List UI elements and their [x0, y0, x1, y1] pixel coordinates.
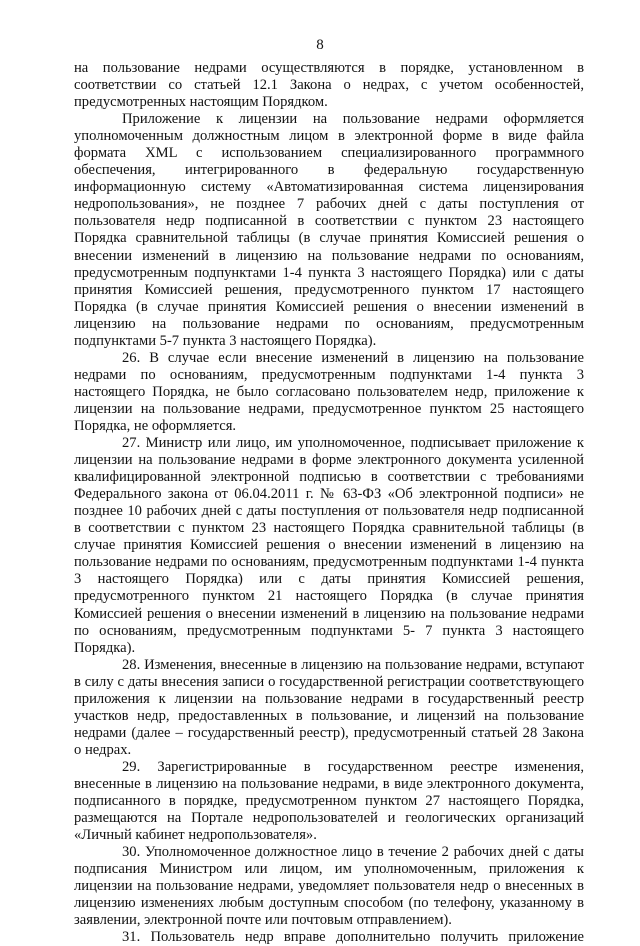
paragraph-29: 29. Зарегистрированные в государственном реестре изменения, внесенные в лицензию на пользование недрами, в виде электронного документа, подписанного в порядке, предусмотренном пунктом 27 настоящего Порядка, размещаются на Портале недропользователей и геологических организаций «Личный кабинет недропользователя».: [74, 758, 584, 844]
paragraph-26: 26. В случае если внесение изменений в лицензию на пользование недрами по основаниям, предусмотренным подпунктами 1-4 пункта 3 настоящего Порядка, не было согласовано пользователем недр, приложение к лицензии на пользование недрами, предусмотренное пунктом 25 настоящего Порядка, не оформляется.: [74, 349, 584, 434]
page-number: 8: [316, 37, 324, 53]
paragraph-30: 30. Уполномоченное должностное лицо в течение 2 рабочих дней с даты подписания Министром или лицом, им уполномоченным, приложения к лицензии на пользование недрами, уведомляет пользователя недр о внесенных в лицензию изменениях любым доступным способом (по телефону, указанному в заявлении, электронной почте или почтовым отправлением).: [74, 844, 584, 929]
paragraph-31: 31. Пользователь недр вправе дополнительно получить приложение: [122, 929, 584, 946]
paragraph-27: 27. Министр или лицо, им уполномоченное, подписывает приложение к лицензии на пользование недрами в форме электронного документа усиленной квалифицированной электронной подписью в соответствии с требованиями Федерального закона от 06.04.2011 г. № 63-ФЗ «Об электронной подписи» не позднее 10 рабочих дней с даты поступления от пользователя недр подписанной в соответствии с пунктом 23 настоящего Порядка сравнительной таблицы (в случае принятия Комиссией решения о внесении изменений в лицензию на пользование недрами по основаниям, предусмотренным подпунктами 1-4 пункта 3 настоящего Порядка) или с даты принятия Комиссией решения, предусмотренного пунктом 21 настоящего Порядка (в случае принятия Комиссией решения о внесении изменений в лицензию на пользование недрами по основаниям, предусмотренным подпунктами 5- 7 пункта 3 настоящего Порядка).: [74, 435, 584, 656]
paragraph-continuation: на пользование недрами осуществляются в порядке, установленном в соответствии со статьей 12.1 Закона о недрах, с учетом особенностей, предусмотренных настоящим Порядком.: [74, 60, 584, 111]
paragraph-28: 28. Изменения, внесенные в лицензию на пользование недрами, вступают в силу с даты внесения записи о государственной регистрации соответствующего приложения к лицензии на пользование недрами в государственный реестр участков недр, предоставленных в пользование, и лицензий на пользование недрами (далее – государственный реестр), предусмотренный статьей 28 Закона о недрах.: [74, 656, 584, 758]
document-body: [74, 60, 584, 946]
paragraph-appendix-format: Приложение к лицензии на пользование недрами оформляется уполномоченным должностным лицом в электронной форме в виде файла формата XML с использованием специализированного программного обеспечения, интегрированного в федеральную государственную информационную систему «Автоматизированная система лицензирования недропользования», не позднее 7 рабочих дней с даты поступления от пользователя недр подписанной в соответствии с пунктом 23 настоящего Порядка сравнительной таблицы (в случае принятия Комиссией решения о внесении изменений в лицензию на пользование недрами по основаниям, предусмотренным подпунктами 1-4 пункта 3 настоящего Порядка) или с даты принятия Комиссией решения, предусмотренного пунктом 17 настоящего Порядка (в случае принятия Комиссией решения о внесении изменений в лицензию на пользование недрами по основаниям, предусмотренным подпунктами 5-7 пункта 3 настоящего Порядка).: [74, 111, 584, 349]
